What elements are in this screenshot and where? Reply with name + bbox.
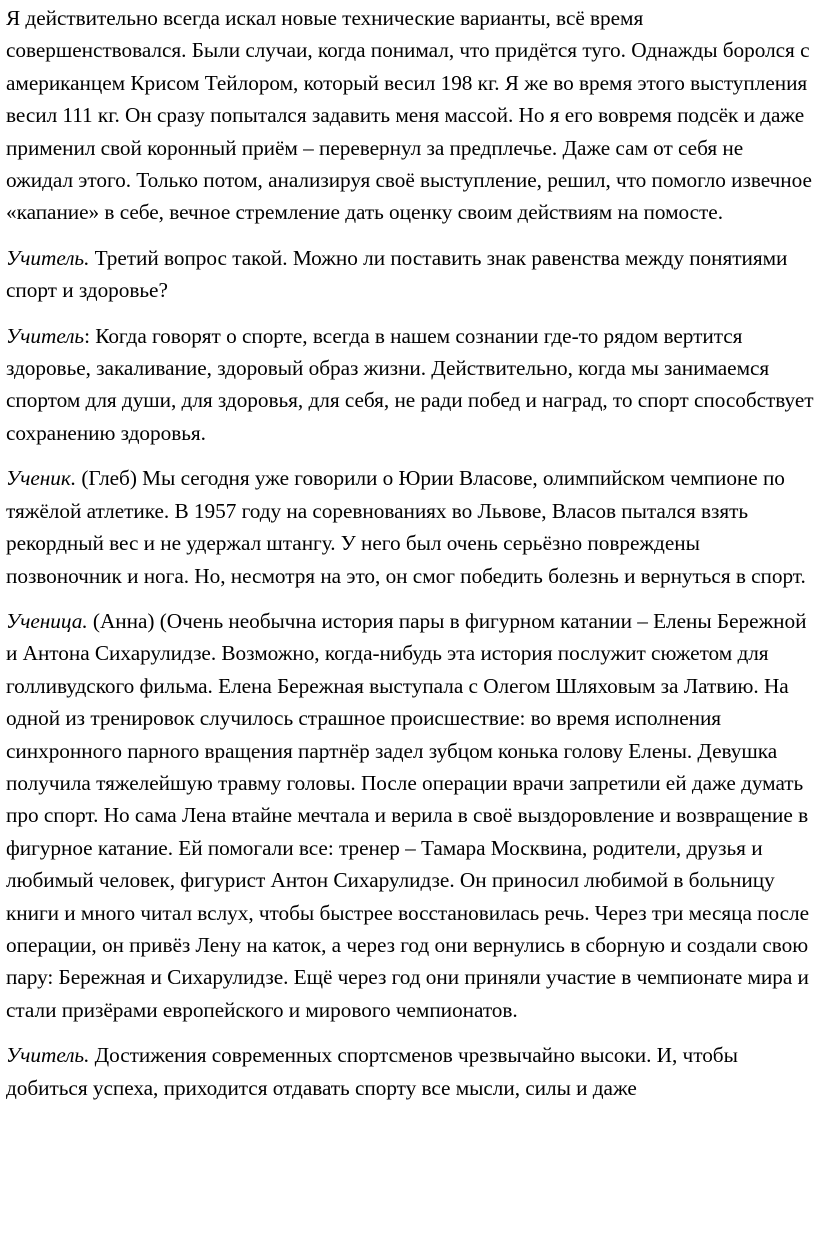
speaker-label: Учитель <box>6 323 85 348</box>
paragraph-text: Третий вопрос такой. Можно ли поставить знак равенства между понятиями спорт и здоровье? <box>6 245 788 303</box>
paragraph-teacher-question <box>6 242 814 307</box>
paragraph-teacher-answer <box>6 320 814 450</box>
paragraph-text: Достижения современных спортсменов чрезвычайно высоки. И, чтобы добиться успеха, приходится отдавать спорту все мысли, силы и даже <box>6 1043 738 1100</box>
paragraph-vlasov-quote <box>6 2 814 229</box>
paragraph-text: (Анна) (Очень необычна история пары в фигурном катании – Елены Бережной и Антона Сихарулидзе. Возможно, когда-нибудь эта история послужит сюжетом для голливудского фильма. Елена Бережная выступала с Олегом Шляховым за Латвию. На одной из тренировок случилось страшное происшествие: во время исполнения синхронного парного вращения партнёр задел зубцом конька голову Елены. Девушка получила тяжелейшую травму головы. После операции врачи запретили ей даже думать про спорт. Но сама Лена втайне мечтала и верила в своё выздоровление и возвращение в фигурное катание. Ей помогали все: тренер – Тамара Москвина, родители, друзья и любимый человек, фигурист Антон Сихарулидзе. Он приносил любимой в больницу книги и много читал вслух, чтобы быстрее восстановилась речь. Через три месяца после операции, он привёз Лену на каток, а через год они вернулись в сборную и создали свою пару: Бережная и Сихарулидзе. Ещё через год они приняли участие в чемпионате мира и стали призёрами европейского и мирового чемпионатов. <box>6 608 809 1022</box>
paragraph-text: (Глеб) Мы сегодня уже говорили о Юрии Власове, олимпийском чемпионе по тяжёлой атлетике. В 1957 году на соревнованиях во Львове, Власов пытался взять рекордный вес и не удержал штангу. У него был очень серьёзно повреждены позвоночник и нога. Но, несмотря на это, он смог победить болезнь и вернуться в спорт. <box>6 466 806 588</box>
paragraph-teacher-conclusion <box>6 1039 814 1104</box>
paragraph-text: Я действительно всегда искал новые технические варианты, всё время совершенствовался. Были случаи, когда понимал, что придётся туго. Однажды боролся с американцем Крисом Тейлором, который весил 198 кг. Я же во время этого выступления весил 111 кг. Он сразу попытался задавить меня массой. Но я его вовремя подсёк и даже применил свой коронный приём – перевернул за предплечье. Даже сам от себя не ожидал этого. Только потом, анализируя своё выступление, решил, что помогло извечное «капание» в себе, вечное стремление дать оценку своим действиям на помосте. <box>6 6 812 225</box>
speaker-label: Учитель. <box>6 245 90 270</box>
speaker-label: Ученица. <box>6 608 88 633</box>
paragraph-student-gleb <box>6 462 814 592</box>
speaker-label: Ученик. <box>6 466 77 491</box>
paragraph-text: : Когда говорят о спорте, всегда в нашем сознании где-то рядом вертится здоровье, закаливание, здоровый образ жизни. Действительно, когда мы занимаемся спортом для души, для здоровья, для себя, не ради побед и наград, то спорт способствует сохранению здоровья. <box>6 323 814 445</box>
document-page <box>6 2 814 1117</box>
paragraph-student-anna <box>6 605 814 1026</box>
speaker-label: Учитель. <box>6 1043 90 1068</box>
